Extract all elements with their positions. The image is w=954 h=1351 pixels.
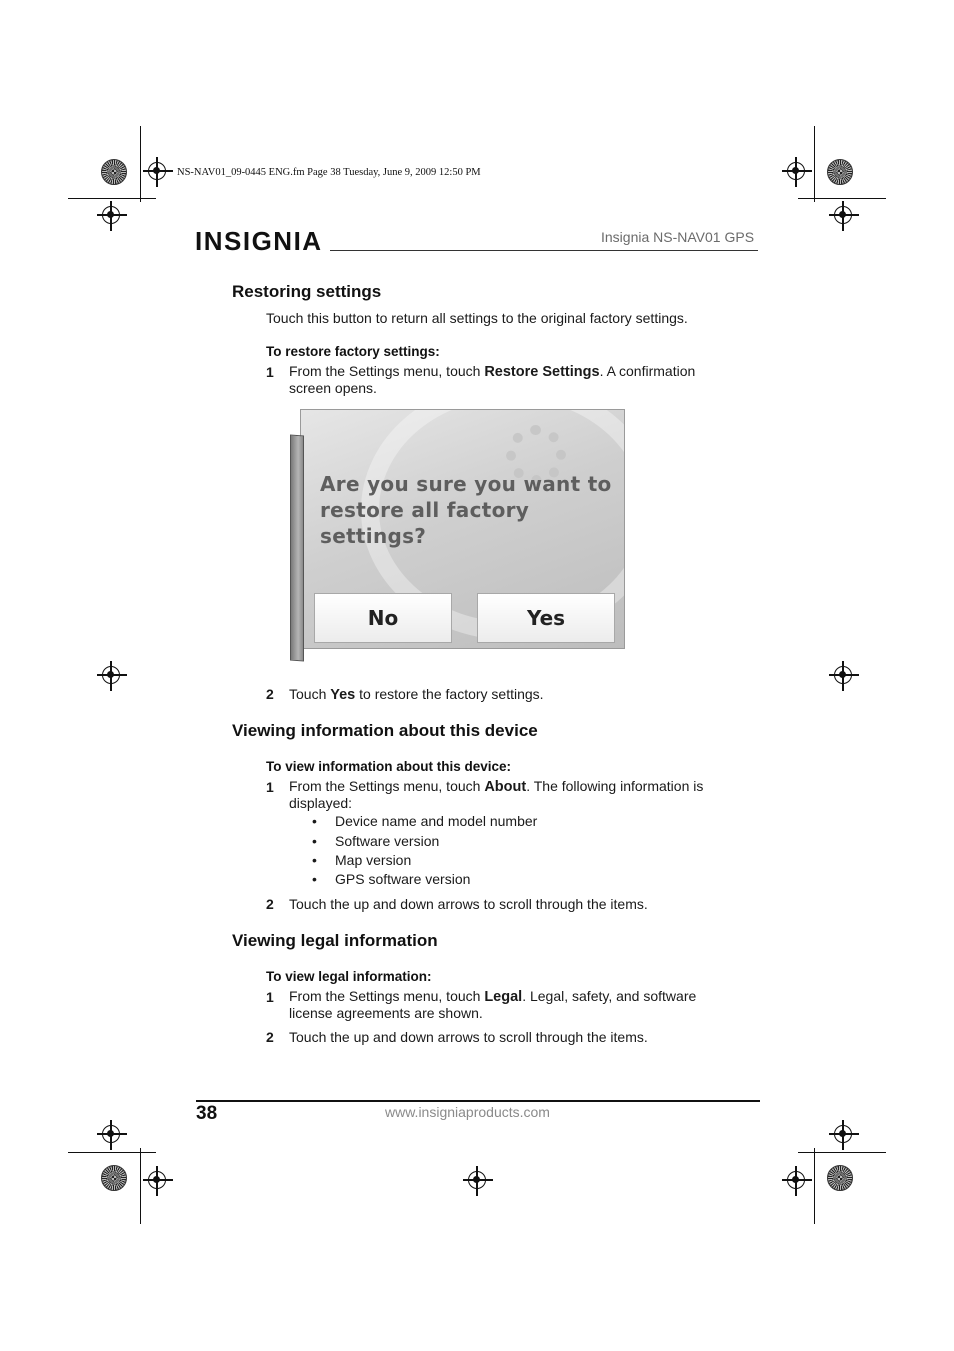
step-number: 2 — [266, 1029, 274, 1045]
registration-mark-icon — [102, 1125, 120, 1143]
restoring-intro: Touch this button to return all settings to the original factory settings. — [266, 310, 688, 326]
step-number: 2 — [266, 686, 274, 702]
step-text: . A confirmation — [599, 363, 696, 379]
step-number: 1 — [266, 779, 274, 795]
bullet-glyph: • — [312, 852, 317, 868]
ui-term-yes: Yes — [330, 687, 356, 703]
list-item-text: Software version — [335, 833, 440, 849]
header-product-title: Insignia NS-NAV01 GPS — [601, 229, 755, 245]
section-heading-legal: Viewing legal information — [232, 931, 438, 950]
legal-step-2: Touch the up and down arrows to scroll through the items. — [289, 1029, 648, 1045]
yes-button[interactable]: Yes — [477, 593, 615, 643]
step-number: 2 — [266, 896, 274, 912]
screen-frame-edge — [290, 435, 304, 662]
bullet-glyph: • — [312, 833, 317, 849]
registration-mark-icon — [148, 162, 166, 180]
color-bar-star-icon — [101, 159, 127, 185]
registration-mark-icon — [102, 206, 120, 224]
list-item-text: Map version — [335, 852, 412, 868]
ui-term-restore-settings: Restore Settings — [484, 364, 600, 380]
question-line-2: restore all factory settings? — [320, 498, 530, 548]
list-item-text: GPS software version — [335, 871, 471, 887]
color-bar-star-icon — [827, 1165, 853, 1191]
step-text: From the Settings menu, touch — [289, 778, 485, 794]
registration-mark-icon — [834, 666, 852, 684]
footer-rule — [196, 1100, 760, 1102]
insignia-logo: INSIGNIA — [195, 226, 323, 256]
no-button[interactable]: No — [314, 593, 452, 643]
restore-step-2 — [289, 686, 544, 703]
device-info-step-2: Touch the up and down arrows to scroll through the items. — [289, 896, 648, 912]
confirmation-screenshot — [290, 409, 626, 661]
device-info-step-1 — [289, 778, 703, 811]
footer-url: www.insigniaproducts.com — [385, 1104, 550, 1120]
section-heading-device-info: Viewing information about this device — [232, 721, 538, 740]
registration-mark-icon — [834, 1125, 852, 1143]
step-text: From the Settings menu, touch — [289, 363, 485, 379]
registration-mark-icon — [102, 666, 120, 684]
step-number: 1 — [266, 989, 274, 1005]
confirmation-question — [320, 471, 620, 549]
step-text: screen opens. — [289, 380, 377, 396]
list-item-text: Device name and model number — [335, 813, 538, 829]
restore-step-1 — [289, 363, 695, 396]
step-text: to restore the factory settings. — [355, 686, 544, 702]
header-rule — [330, 250, 758, 251]
registration-mark-icon — [834, 206, 852, 224]
step-text: Touch — [289, 686, 331, 702]
step-text: . The following information is — [526, 778, 704, 794]
registration-mark-icon — [787, 162, 805, 180]
step-number: 1 — [266, 364, 274, 380]
registration-mark-icon — [148, 1171, 166, 1189]
bullet-glyph: • — [312, 813, 317, 829]
step-text: displayed: — [289, 795, 353, 811]
page-number: 38 — [196, 1103, 218, 1124]
registration-mark-icon — [787, 1171, 805, 1189]
bullet-glyph: • — [312, 871, 317, 887]
registration-mark-icon — [468, 1171, 486, 1189]
ui-term-about: About — [484, 779, 527, 795]
color-bar-star-icon — [101, 1165, 127, 1191]
section-heading-restoring: Restoring settings — [232, 282, 382, 301]
procedure-title-restore: To restore factory settings: — [266, 344, 440, 359]
step-text: license agreements are shown. — [289, 1005, 483, 1021]
legal-step-1 — [289, 988, 696, 1021]
question-line-1: Are you sure you want to — [320, 472, 612, 496]
ui-term-legal: Legal — [484, 989, 523, 1005]
step-text: . Legal, safety, and software — [522, 988, 697, 1004]
procedure-title-legal: To view legal information: — [266, 969, 432, 984]
procedure-title-device-info: To view information about this device: — [266, 759, 512, 774]
color-bar-star-icon — [827, 159, 853, 185]
step-text: From the Settings menu, touch — [289, 988, 485, 1004]
file-slug: NS-NAV01_09-0445 ENG.fm Page 38 Tuesday, June 9, 2009 12:50 PM — [177, 167, 481, 178]
